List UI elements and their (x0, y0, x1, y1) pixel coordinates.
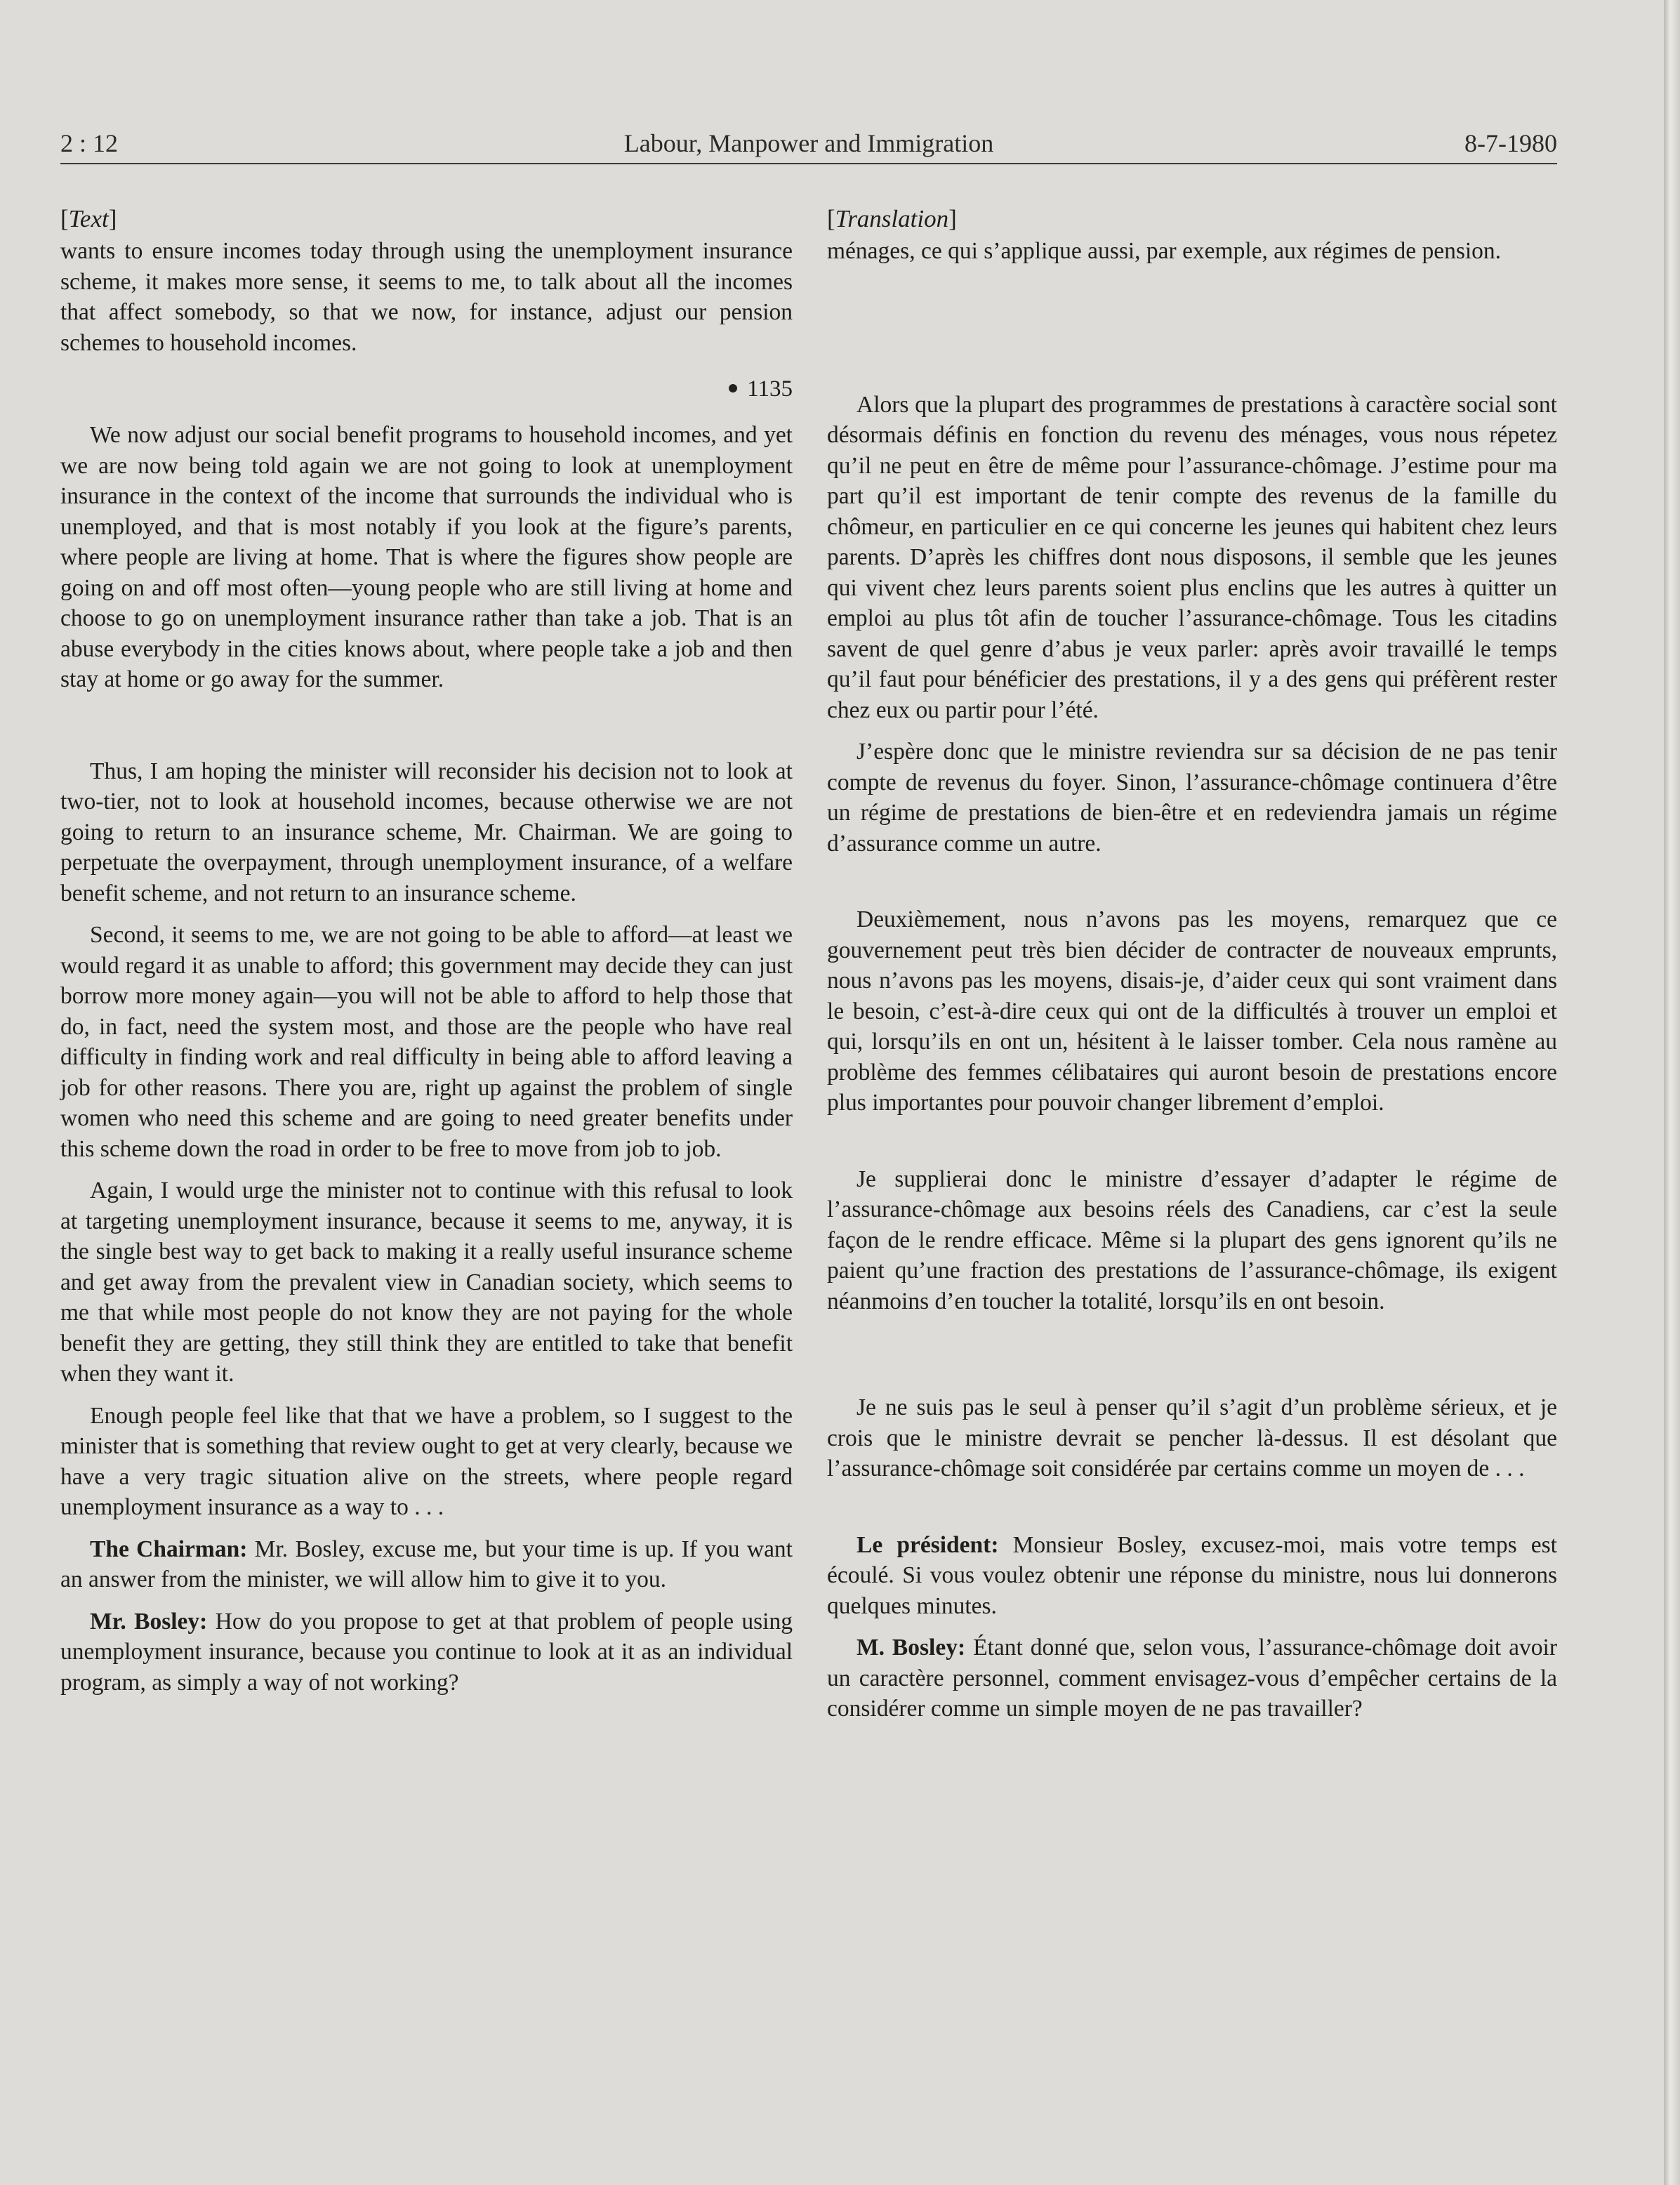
page-edge-shadow (1664, 0, 1680, 2185)
speaker-name: Le président: (856, 1531, 999, 1558)
paragraph: Enough people feel like that that we have a problem, so I suggest to the minister that is something that review ought to get at very clearly, because we have a very tragic situation alive on the streets, where people regard unemployment insurance as a way to . . . (60, 1402, 793, 1520)
paragraph: Je ne suis pas le seul à penser qu’il s’agit d’un problème sérieux, et je crois que le ministre devrait se pencher là-dessus. Il est désolant que l’assurance-chômage soit considérée par certains comme un moyen de . . . (827, 1394, 1557, 1481)
paragraph: Deuxièmement, nous n’avons pas les moyens, remarquez que ce gouvernement peut très bien décider de contracter de nouveaux emprunts, nous n’avons pas les moyens, disais-je, d’aider ceux qui sont vraiment dans le besoin, c’est-à-dire ceux qui ont de la difficultés à trouver un emploi et qui, lorsqu’ils en ont un, hésitent à le laisser tomber. Cela nous ramène au problème des femmes célibataires qui auront besoin de prestations encore plus importantes pour pouvoir changer librement d’emploi. (827, 906, 1557, 1116)
bosley-remark: M. Bosley: Étant donné que, selon vous, l’assurance-chômage doit avoir un caractère personnel, comment envisagez-vous d’empêcher certains de la considérer comme un simple moyen de ne pas travailler? (827, 1635, 1557, 1722)
paragraph: Again, I would urge the minister not to continue with this refusal to look at targeting unemployment insurance, because it seems to me, anyway, it is the single best way to get back to making it a really useful insurance scheme and get away from the prevalent view in Canadian society, which seems to me that while most people do not know they are not paying for the whole benefit they are getting, they still think they are entitled to take that benefit when they want it. (60, 1177, 793, 1387)
paragraph: Thus, I am hoping the minister will reconsider his decision not to look at two-tier, not to look at household incomes, because otherwise we are not going to return to an insurance scheme, Mr. Chairman. We are going to perpetuate the overpayment, through unemployment insurance, of a welfare benefit scheme, and not return to an insurance scheme. (60, 758, 793, 906)
header-rule (60, 163, 1557, 164)
bosley-remark: Mr. Bosley: How do you propose to get at that problem of people using unemployment insurance, because you continue to look at it as an individual program, as simply a way of not working? (60, 1608, 793, 1696)
speaker-name: Mr. Bosley: (90, 1608, 208, 1635)
paragraph: wants to ensure incomes today through using the unemployment insurance scheme, it makes more sense, it seems to me, to talk about all the incomes that affect somebody, so that we now, for instance, adjust our pension schemes to household incomes. (60, 238, 793, 356)
running-header (60, 125, 1557, 161)
column-label-text: [Text] (60, 205, 117, 232)
time-marker: 1135 (60, 374, 793, 404)
paragraph: Je supplierai donc le ministre d’essayer d’adapter le régime de l’assurance-chômage aux besoins réels des Canadiens, car c’est la seule façon de le rendre efficace. Même si la plupart des gens ignorent qu’ils ne paient qu’une fraction des prestations de l’assurance-chômage, ils exigent néanmoins d’en toucher la totalité, lorsqu’ils en ont besoin. (827, 1166, 1557, 1314)
french-column (827, 204, 1557, 1724)
speaker-name: The Chairman: (90, 1536, 248, 1562)
page-number: 2 : 12 (60, 129, 119, 157)
publication-date: 8-7-1980 (1464, 129, 1557, 157)
speaker-name: M. Bosley: (856, 1635, 966, 1661)
paragraph: J’espère donc que le ministre reviendra sur sa décision de ne pas tenir compte de revenus du foyer. Sinon, l’assurance-chômage continuera d’être un régime de prestations de bien-être et en redeviendra jamais un régime d’assurance comme un autre. (827, 739, 1557, 857)
chairman-remark: The Chairman: Mr. Bosley, excuse me, but your time is up. If you want an answer from the minister, we will allow him to give it to you. (60, 1536, 793, 1592)
paragraph: We now adjust our social benefit programs to household incomes, and yet we are now being told again we are not going to look at unemployment insurance in the context of the income that surrounds the individual who is unemployed, and that is most notably if you look at the figure’s parents, where people are living at home. That is where the figures show people are going on and off most often—young people who are still living at home and choose to go on unemployment insurance rather than take a job. That is an abuse everybody in the cities knows about, where people take a job and then stay at home or go away for the summer. (60, 422, 793, 692)
publication-title: Labour, Manpower and Immigration (623, 129, 994, 157)
column-label-translation: [Translation] (827, 205, 957, 232)
bullet-icon (729, 384, 737, 392)
president-remark: Le président: Monsieur Bosley, excusez-moi, mais votre temps est écoulé. Si vous voulez obtenir une réponse du ministre, nous lui donnerons quelques minutes. (827, 1531, 1557, 1619)
paragraph: Second, it seems to me, we are not going to be able to afford—at least we would regard it as unable to afford; this government may decide they can just borrow more money again—you will not be able to afford to help those that do, in fact, need the system most, and those are the people who have real difficulty in finding work and real difficulty in being able to afford leaving a job for other reasons. There you are, right up against the problem of single women who need this scheme and are going to need greater benefits under this scheme down the road in order to be free to move from job to job. (60, 922, 793, 1162)
paragraph: ménages, ce qui s’applique aussi, par exemple, aux régimes de pension. (827, 238, 1502, 264)
paragraph: Alors que la plupart des programmes de prestations à caractère social sont désormais définis en fonction du revenu des ménages, vous nous répetez qu’il ne peut en être de même pour l’assurance-chômage. J’estime pour ma part qu’il est important de tenir compte des revenus de la famille du chômeur, en particulier en ce qui concerne les jeunes qui habitent chez leurs parents. D’après les chiffres dont nous disposons, il semble que les jeunes qui vivent chez leurs parents soient plus enclins que les autres à quitter un emploi au plus tôt afin de toucher l’assurance-chômage. Tous les citadins savent de quel genre d’abus je veux parler: après avoir travaillé le temps qu’il faut pour bénéficier des prestations, il y a des gens qui préfèrent rester chez eux ou partir pour l’été. (827, 391, 1557, 723)
english-column (60, 204, 793, 1698)
